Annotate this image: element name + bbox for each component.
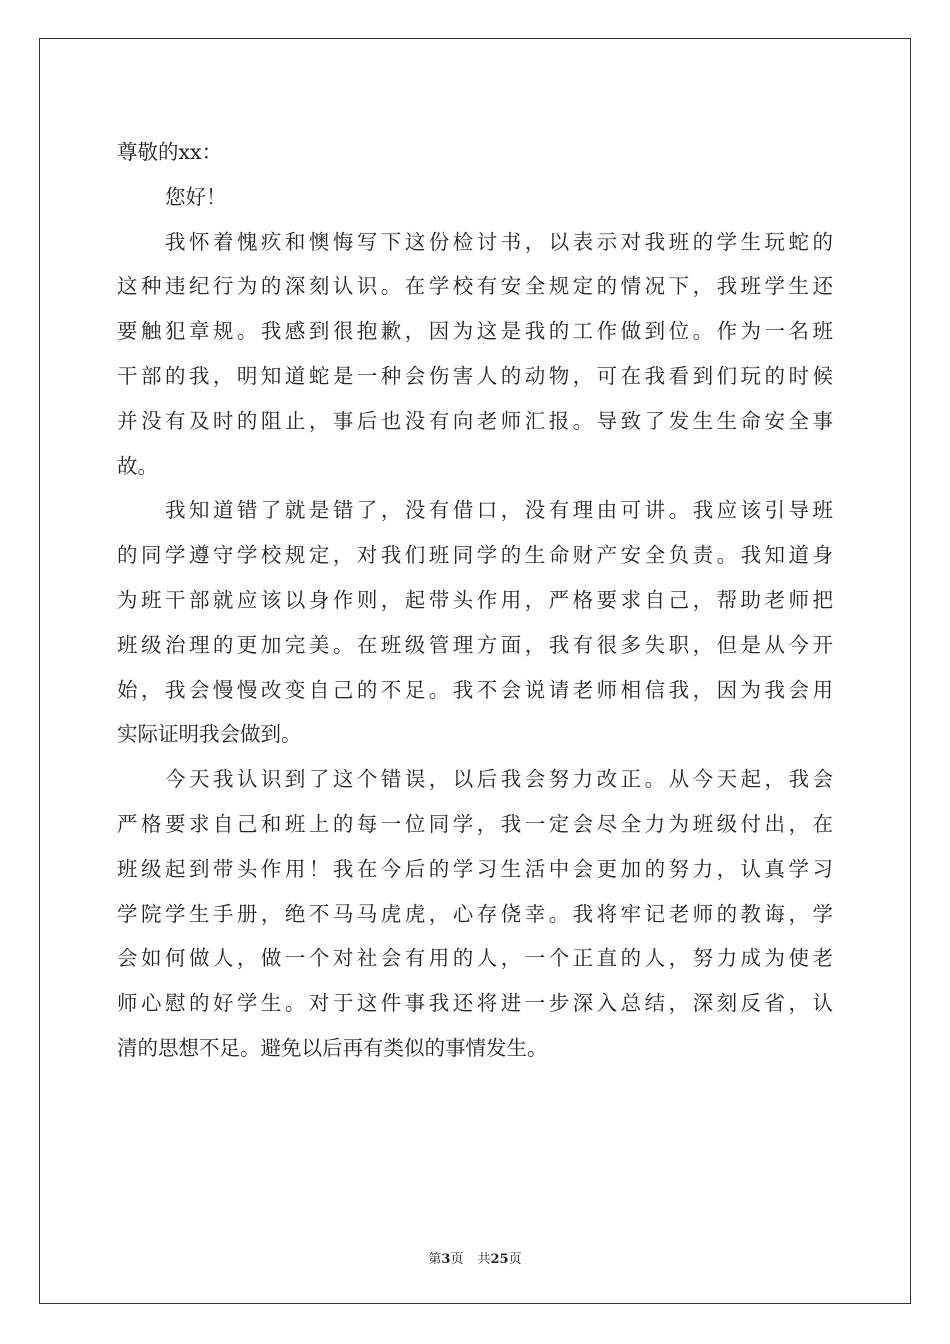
text-line: 今天我认识到了这个错误，以后我会努力改正。从今天起，我会 (165, 767, 833, 792)
text-line: 学院学生手册，绝不马马虎虎，心存侥幸。我将牢记老师的教诲，学 (117, 901, 833, 926)
text-line: 始，我会慢慢改变自己的不足。我不会说请老师相信我，因为我会用 (117, 677, 833, 702)
text-line: 要触犯章规。我感到很抱歉，因为这是我的工作做到位。作为一名班 (117, 319, 833, 344)
text-line: 为班干部就应该以身作则，起带头作用，严格要求自己，帮助老师把 (117, 587, 833, 612)
letter-greeting: 尊敬的xx： (117, 140, 223, 164)
text-line: 严格要求自己和班上的每一位同学，我一定会尽全力为班级付出，在 (117, 811, 833, 836)
total-prefix: 共 (477, 1252, 491, 1267)
text-line: 清的思想不足。避免以后再有类似的事情发生。 (117, 1035, 548, 1060)
text-line: 班级起到带头作用！我在今后的学习生活中会更加的努力，认真学习 (117, 856, 833, 881)
text-line: 并没有及时的阻止，事后也没有向老师汇报。导致了发生生命安全事 (117, 408, 833, 433)
text-line: 这种违纪行为的深刻认识。在学校有安全规定的情况下，我班学生还 (117, 274, 833, 299)
page-number: 3 (441, 1252, 451, 1267)
text-line: 故。 (117, 453, 158, 478)
text-line: 我知道错了就是错了，没有借口，没有理由可讲。我应该引导班 (165, 498, 833, 523)
letter-salutation: 您好！ (165, 184, 227, 209)
text-line: 干部的我，明知道蛇是一种会伤害人的动物，可在我看到们玩的时候 (117, 363, 833, 388)
text-line: 我怀着愧疚和懊悔写下这份检讨书，以表示对我班的学生玩蛇的 (165, 229, 833, 254)
total-suffix: 页 (508, 1252, 522, 1267)
letter-body (117, 130, 833, 1071)
letter-paragraphs (117, 220, 833, 1071)
page-footer (0, 1248, 950, 1267)
text-line: 师心慰的好学生。对于这件事我还将进一步深入总结，深刻反省，认 (117, 991, 833, 1016)
total-pages: 25 (490, 1252, 509, 1267)
text-line: 的同学遵守学校规定，对我们班同学的生命财产安全负责。我知道身 (117, 543, 833, 568)
text-line: 会如何做人，做一个对社会有用的人，一个正直的人，努力成为使老 (117, 946, 833, 971)
text-line: 实际证明我会做到。 (117, 722, 302, 747)
page-prefix: 第 (428, 1252, 442, 1267)
page-suffix: 页 (450, 1252, 464, 1267)
text-line: 班级治理的更加完美。在班级管理方面，我有很多失职，但是从今开 (117, 632, 833, 657)
